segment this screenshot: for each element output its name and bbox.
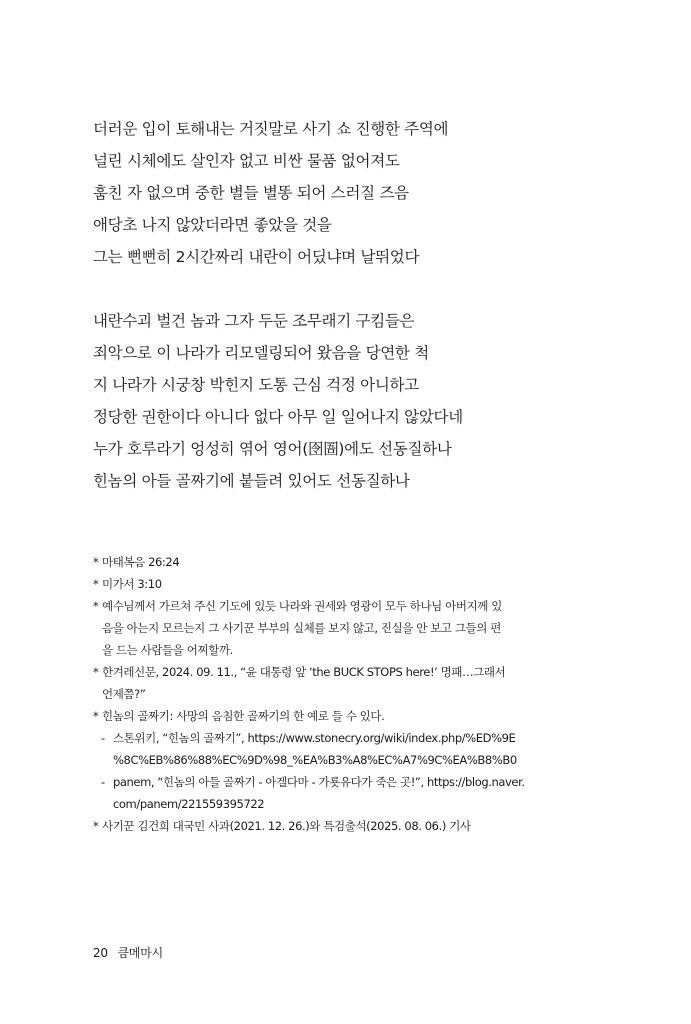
reference-text: panem, “힌놈의 아들 골짜기 - 아겔다마 - 가룟유다가 죽은 곳!”, https://blog.naver. — [113, 775, 525, 789]
footnote-text: 언제쯤?” — [102, 687, 146, 701]
poem-line: 훔친 자 없으며 중한 별들 별똥 되어 스러질 즈음 — [93, 184, 409, 202]
footnotes — [93, 551, 593, 837]
reference-text: %8C%EB%86%88%EC%9D%98_%EA%B3%A8%EC%A7%9C%EA%B8%B0 — [113, 753, 517, 767]
footnote — [93, 661, 593, 705]
poem-line: 죄악으로 이 나라가 리모델링되어 왔음을 당연한 척 — [93, 344, 429, 362]
reference-text: com/panem/221559395722 — [113, 797, 265, 811]
footnote-text: 한겨레신문, 2024. 09. 11., “윤 대통령 앞 ‘the BUCK STOPS here!’ 명패…그래서 — [102, 665, 506, 679]
poem-line: 지 나라가 시궁창 박힌지 도통 근심 걱정 아니하고 — [93, 376, 419, 394]
poem-line: 정당한 권한이다 아니다 없다 아무 일 일어나지 않았다네 — [93, 408, 463, 426]
footnote-text: 미가서 3:10 — [102, 577, 162, 591]
poem-body — [93, 113, 613, 497]
reference-dash: - — [101, 731, 105, 745]
footnote-reference — [93, 727, 593, 771]
poem-line: 그는 뻔뻔히 2시간짜리 내란이 어딨냐며 날뛰었다 — [93, 248, 420, 266]
poem-line: 널린 시체에도 살인자 없고 비싼 물품 없어져도 — [93, 152, 400, 170]
footnote-text: 사기꾼 김건희 대국민 사과(2021. 12. 26.)와 특검출석(2025. 08. 06.) 기사 — [102, 819, 471, 833]
footnote — [93, 705, 593, 727]
footnote-marker: * — [93, 819, 99, 833]
page-folio — [93, 944, 163, 961]
poem-line: 누가 호루라기 엉성히 엮어 영어(囹圄)에도 선동질하나 — [93, 440, 452, 458]
poem-line: 힌놈의 아들 골짜기에 붙들려 있어도 선동질하나 — [93, 472, 410, 490]
footnote-text: 마태복음 26:24 — [102, 555, 180, 569]
footnote-marker: * — [93, 555, 99, 569]
footnote-text: 예수님께서 가르쳐 주신 기도에 있듯 나라와 권세와 영광이 모두 하나님 아버지께 있 — [102, 599, 502, 613]
footnote-marker: * — [93, 577, 99, 591]
poem-line: 내란수괴 벌건 놈과 그자 두둔 조무래기 구킴들은 — [93, 312, 415, 330]
footnote-text: 을 드는 사람들을 어찌할까. — [102, 643, 233, 657]
footnote — [93, 815, 593, 837]
poem-line: 더러운 입이 토해내는 거짓말로 사기 쇼 진행한 주역에 — [93, 120, 449, 138]
footnote-text: 음을 아는지 모르는지 그 사기꾼 부부의 실체를 보지 않고, 진실을 안 보고 그들의 편 — [102, 621, 501, 635]
footnote-marker: * — [93, 599, 99, 613]
page-number: 20 — [93, 946, 108, 960]
footnote-marker: * — [93, 709, 99, 723]
footnote — [93, 595, 593, 661]
stanza-2 — [93, 305, 613, 497]
reference-dash: - — [101, 775, 105, 789]
reference-text: 스톤위키, “힌놈의 골짜기”, https://www.stonecry.org/wiki/index.php/%ED%9E — [113, 731, 516, 745]
footnote-text: 힌놈의 골짜기: 사망의 음침한 골짜기의 한 예로 들 수 있다. — [102, 709, 385, 723]
footnote — [93, 551, 593, 573]
poem-line: 애당초 나지 않았더라면 좋았을 것을 — [93, 216, 332, 234]
footnote-marker: * — [93, 665, 99, 679]
footnote-reference — [93, 771, 593, 815]
book-title: 큼메마시 — [117, 946, 164, 960]
footnote — [93, 573, 593, 595]
stanza-1 — [93, 113, 613, 273]
